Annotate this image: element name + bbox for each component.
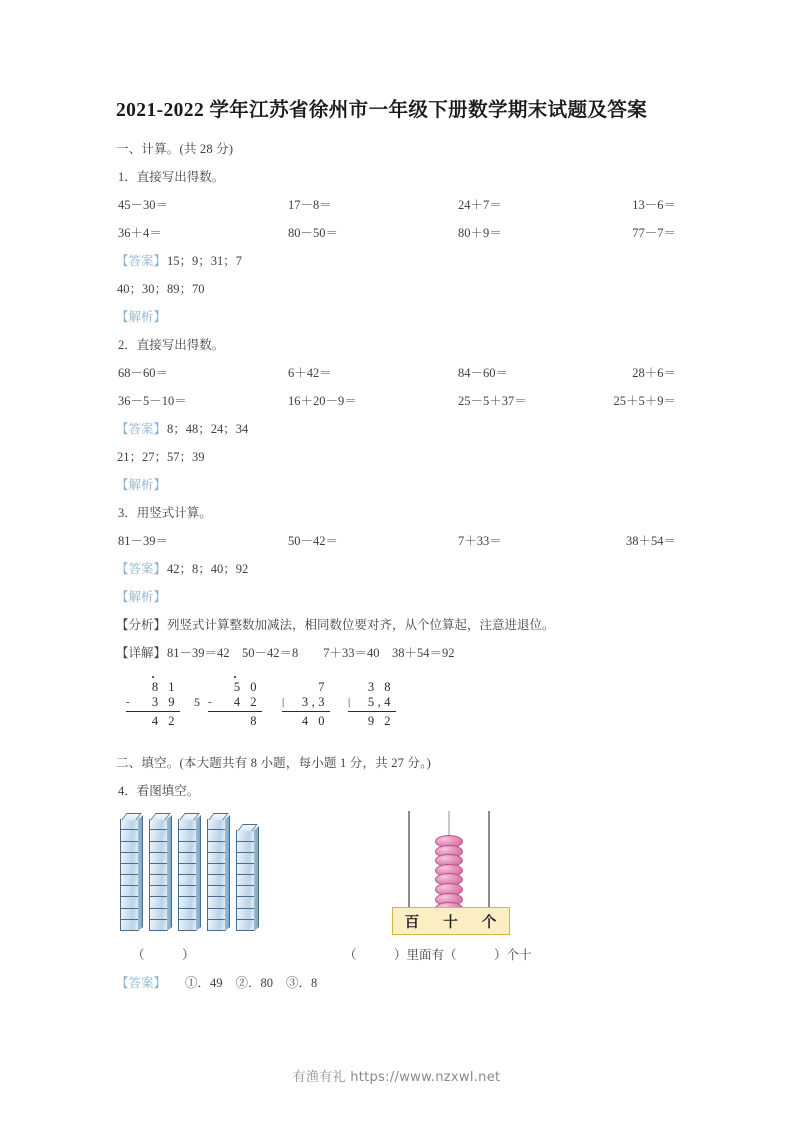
abacus-label-tens: 十 — [443, 914, 459, 931]
cube-unit — [149, 819, 168, 830]
cube-unit — [149, 864, 168, 875]
cube-side-face — [225, 815, 230, 931]
cube-unit — [236, 886, 255, 897]
cube-stack — [120, 813, 139, 931]
cube-unit — [149, 886, 168, 897]
cube-unit — [120, 864, 139, 875]
question-1-stem: 1．直接写出得数。 — [118, 170, 225, 184]
cube-unit — [207, 853, 226, 864]
problem-expression: 81－39＝ — [118, 534, 169, 548]
cube-unit — [236, 920, 255, 931]
vertical-subtrahend — [126, 695, 180, 712]
cube-sticks-figure — [120, 811, 270, 931]
cube-unit — [120, 909, 139, 920]
cube-unit — [178, 819, 197, 830]
problem-expression: 6＋42＝ — [288, 366, 332, 380]
question-3-stem: 3．用竖式计算。 — [118, 506, 212, 520]
cube-unit — [120, 897, 139, 908]
borrow-dot-row — [348, 673, 396, 680]
problem-expression: 84－60＝ — [458, 366, 509, 380]
cube-side-face — [167, 815, 172, 931]
answer-values: 42；8；40；92 — [167, 562, 249, 576]
section-one-heading: 一、计算。(共 28 分) — [116, 142, 234, 156]
vertical-result: 8 — [250, 714, 260, 728]
vertical-addend: 3 8 — [367, 680, 394, 694]
vertical-result: 4 2 — [151, 714, 178, 728]
abacus-base — [392, 907, 510, 935]
cube-unit — [120, 842, 139, 853]
cube-unit — [178, 830, 197, 841]
cube-unit — [207, 920, 226, 931]
cube-unit — [207, 830, 226, 841]
document-body — [116, 92, 676, 997]
problem-expression: 25－5＋37＝ — [458, 394, 527, 408]
answer-tag: 【答案】 — [116, 254, 167, 268]
vertical-operand: 5,4 — [367, 695, 394, 709]
xiangjie-tag: 【详解】 — [116, 646, 167, 660]
vertical-addend-2 — [348, 695, 396, 712]
question-4-figures — [116, 809, 676, 941]
vertical-computation-1 — [126, 673, 180, 729]
cube-unit — [178, 842, 197, 853]
vertical-addend-2 — [282, 695, 330, 712]
question-3-xiangjie — [116, 639, 676, 667]
vertical-computation-group — [116, 673, 676, 747]
problem-expression: 17－8＝ — [288, 198, 332, 212]
cube-unit — [120, 920, 139, 931]
abacus-figure — [392, 809, 510, 935]
problem-expression: 36＋4＝ — [118, 226, 162, 240]
cube-unit — [236, 864, 255, 875]
operator-sign: | — [348, 696, 354, 708]
cube-side-face — [254, 826, 259, 931]
problem-expression: 50－42＝ — [288, 534, 339, 548]
cube-unit — [149, 853, 168, 864]
question-3-analysis — [116, 583, 676, 611]
vertical-operand: 4 2 — [233, 695, 260, 709]
cube-unit — [207, 819, 226, 830]
vertical-addend: 7 — [318, 680, 328, 694]
problem-expression: 45－30＝ — [118, 198, 169, 212]
cube-unit — [207, 875, 226, 886]
stray-digit: 5 — [194, 695, 200, 709]
problem-expression: 24＋7＝ — [458, 198, 502, 212]
problem-expression: 80＋9＝ — [458, 226, 502, 240]
abacus-label-hundreds: 百 — [404, 914, 421, 931]
problem-expression: 7＋33＝ — [458, 534, 502, 548]
footer-watermark: 有渔有礼 https://www.nzxwl.net — [292, 1070, 501, 1085]
borrow-dot-icon — [234, 676, 236, 678]
problem-expression: 80－50＝ — [288, 226, 339, 240]
borrow-dot-icon — [152, 676, 154, 678]
operator-sign: | — [282, 696, 288, 708]
abacus-rod-ones — [488, 811, 490, 911]
vertical-operand: 3 9 — [151, 695, 178, 709]
problem-expression: 25＋5＋9＝ — [613, 394, 676, 408]
analysis-tag: 【解析】 — [116, 478, 167, 492]
cube-stack — [178, 813, 197, 931]
cube-unit — [207, 886, 226, 897]
vertical-computation-4 — [348, 673, 396, 729]
borrow-dot-row — [126, 673, 180, 680]
vertical-computation-2 — [208, 673, 262, 729]
question-2-answer — [116, 415, 676, 443]
cube-unit — [120, 875, 139, 886]
cube-side-face — [196, 815, 201, 931]
cube-stack — [149, 813, 168, 931]
question-1-row-2 — [116, 219, 676, 247]
page-title: 2021-2022 学年江苏省徐州市一年级下册数学期末试题及答案 — [116, 100, 648, 121]
question-1-row-1 — [116, 191, 676, 219]
cube-unit — [149, 875, 168, 886]
cube-unit — [178, 920, 197, 931]
section-two-heading: 二、填空。(本大题共有 8 小题，每小题 1 分，共 27 分。) — [116, 756, 431, 770]
cube-side-face — [138, 815, 143, 931]
xiangjie-text: 81－39＝42 50－42＝8 7＋33＝40 38＋54＝92 — [167, 646, 455, 660]
answer-values: 8；48；24；34 — [167, 422, 249, 436]
cube-unit — [120, 853, 139, 864]
answer-values: 15；9；31；7 — [167, 254, 243, 268]
question-2-row-2 — [116, 387, 676, 415]
vertical-subtrahend — [208, 695, 262, 712]
problem-expression: 16＋20－9＝ — [288, 394, 357, 408]
problem-expression: 68－60＝ — [118, 366, 169, 380]
cube-unit — [236, 853, 255, 864]
question-4-caption-row — [116, 941, 676, 969]
cube-unit — [236, 830, 255, 841]
vertical-result: 4 0 — [301, 714, 328, 728]
answer-item: ②．80 — [235, 976, 274, 990]
borrow-dot-row — [282, 673, 330, 680]
answer-tag: 【答案】 — [116, 422, 167, 436]
cube-unit — [149, 920, 168, 931]
vertical-result: 9 2 — [367, 714, 394, 728]
answer-tag: 【答案】 — [116, 976, 167, 990]
cube-unit — [178, 875, 197, 886]
caption-blank-right: （ ）里面有（ ）个十 — [344, 948, 532, 962]
cube-unit — [207, 842, 226, 853]
cube-unit — [236, 842, 255, 853]
vertical-minuend: 8 1 — [151, 680, 178, 694]
abacus-rod-hundreds — [408, 811, 410, 911]
question-3-row-1 — [116, 527, 676, 555]
borrow-dot-row — [208, 673, 262, 680]
question-1-answer — [116, 247, 676, 275]
problem-expression: 36－5－10＝ — [118, 394, 187, 408]
question-2-stem: 2．直接写出得数。 — [118, 338, 225, 352]
analysis-tag: 【解析】 — [116, 310, 167, 324]
operator-sign: - — [126, 696, 134, 708]
cube-unit — [178, 853, 197, 864]
question-1-analysis — [116, 303, 676, 331]
cube-unit — [178, 864, 197, 875]
problem-expression: 38＋54＝ — [625, 534, 676, 548]
cube-unit — [207, 897, 226, 908]
cube-unit — [149, 842, 168, 853]
cube-unit — [236, 875, 255, 886]
question-1-answer-line2 — [116, 275, 676, 303]
question-4-stem: 4．看图填空。 — [118, 784, 200, 798]
problem-expression: 28＋6＝ — [632, 366, 676, 380]
cube-stack — [236, 824, 255, 931]
question-2-row-1 — [116, 359, 676, 387]
answer-values: 40；30；89；70 — [117, 282, 205, 296]
question-4-answer — [116, 969, 676, 997]
answer-tag: 【答案】 — [116, 562, 167, 576]
answer-item: ③．8 — [286, 976, 318, 990]
vertical-operand: 3,3 — [301, 695, 328, 709]
cube-unit — [207, 909, 226, 920]
analysis-tag: 【解析】 — [116, 590, 167, 604]
vertical-minuend: 5 0 — [233, 680, 260, 694]
question-3-fenxi — [116, 611, 676, 639]
cube-unit — [236, 909, 255, 920]
answer-values: 21；27；57；39 — [117, 450, 205, 464]
answer-item: ①．49 — [185, 976, 223, 990]
fenxi-tag: 【分析】 — [116, 618, 167, 632]
cube-unit — [120, 819, 139, 830]
cube-unit — [207, 864, 226, 875]
cube-unit — [120, 886, 139, 897]
caption-blank-left: （ ） — [132, 948, 195, 962]
cube-unit — [120, 830, 139, 841]
cube-unit — [178, 886, 197, 897]
problem-expression: 77－7＝ — [632, 226, 676, 240]
cube-unit — [178, 909, 197, 920]
problem-expression: 13－6＝ — [632, 198, 676, 212]
question-2-analysis — [116, 471, 676, 499]
question-2-answer-line2 — [116, 443, 676, 471]
fenxi-text: 列竖式计算整数加减法，相同数位要对齐，从个位算起，注意进退位。 — [167, 618, 555, 632]
cube-unit — [149, 909, 168, 920]
question-3-answer — [116, 555, 676, 583]
cube-unit — [236, 897, 255, 908]
cube-unit — [178, 897, 197, 908]
cube-unit — [149, 897, 168, 908]
cube-stack — [207, 813, 226, 931]
vertical-computation-3 — [282, 673, 330, 729]
abacus-label-ones: 个 — [481, 914, 498, 931]
operator-sign: - — [208, 696, 216, 708]
cube-unit — [149, 830, 168, 841]
